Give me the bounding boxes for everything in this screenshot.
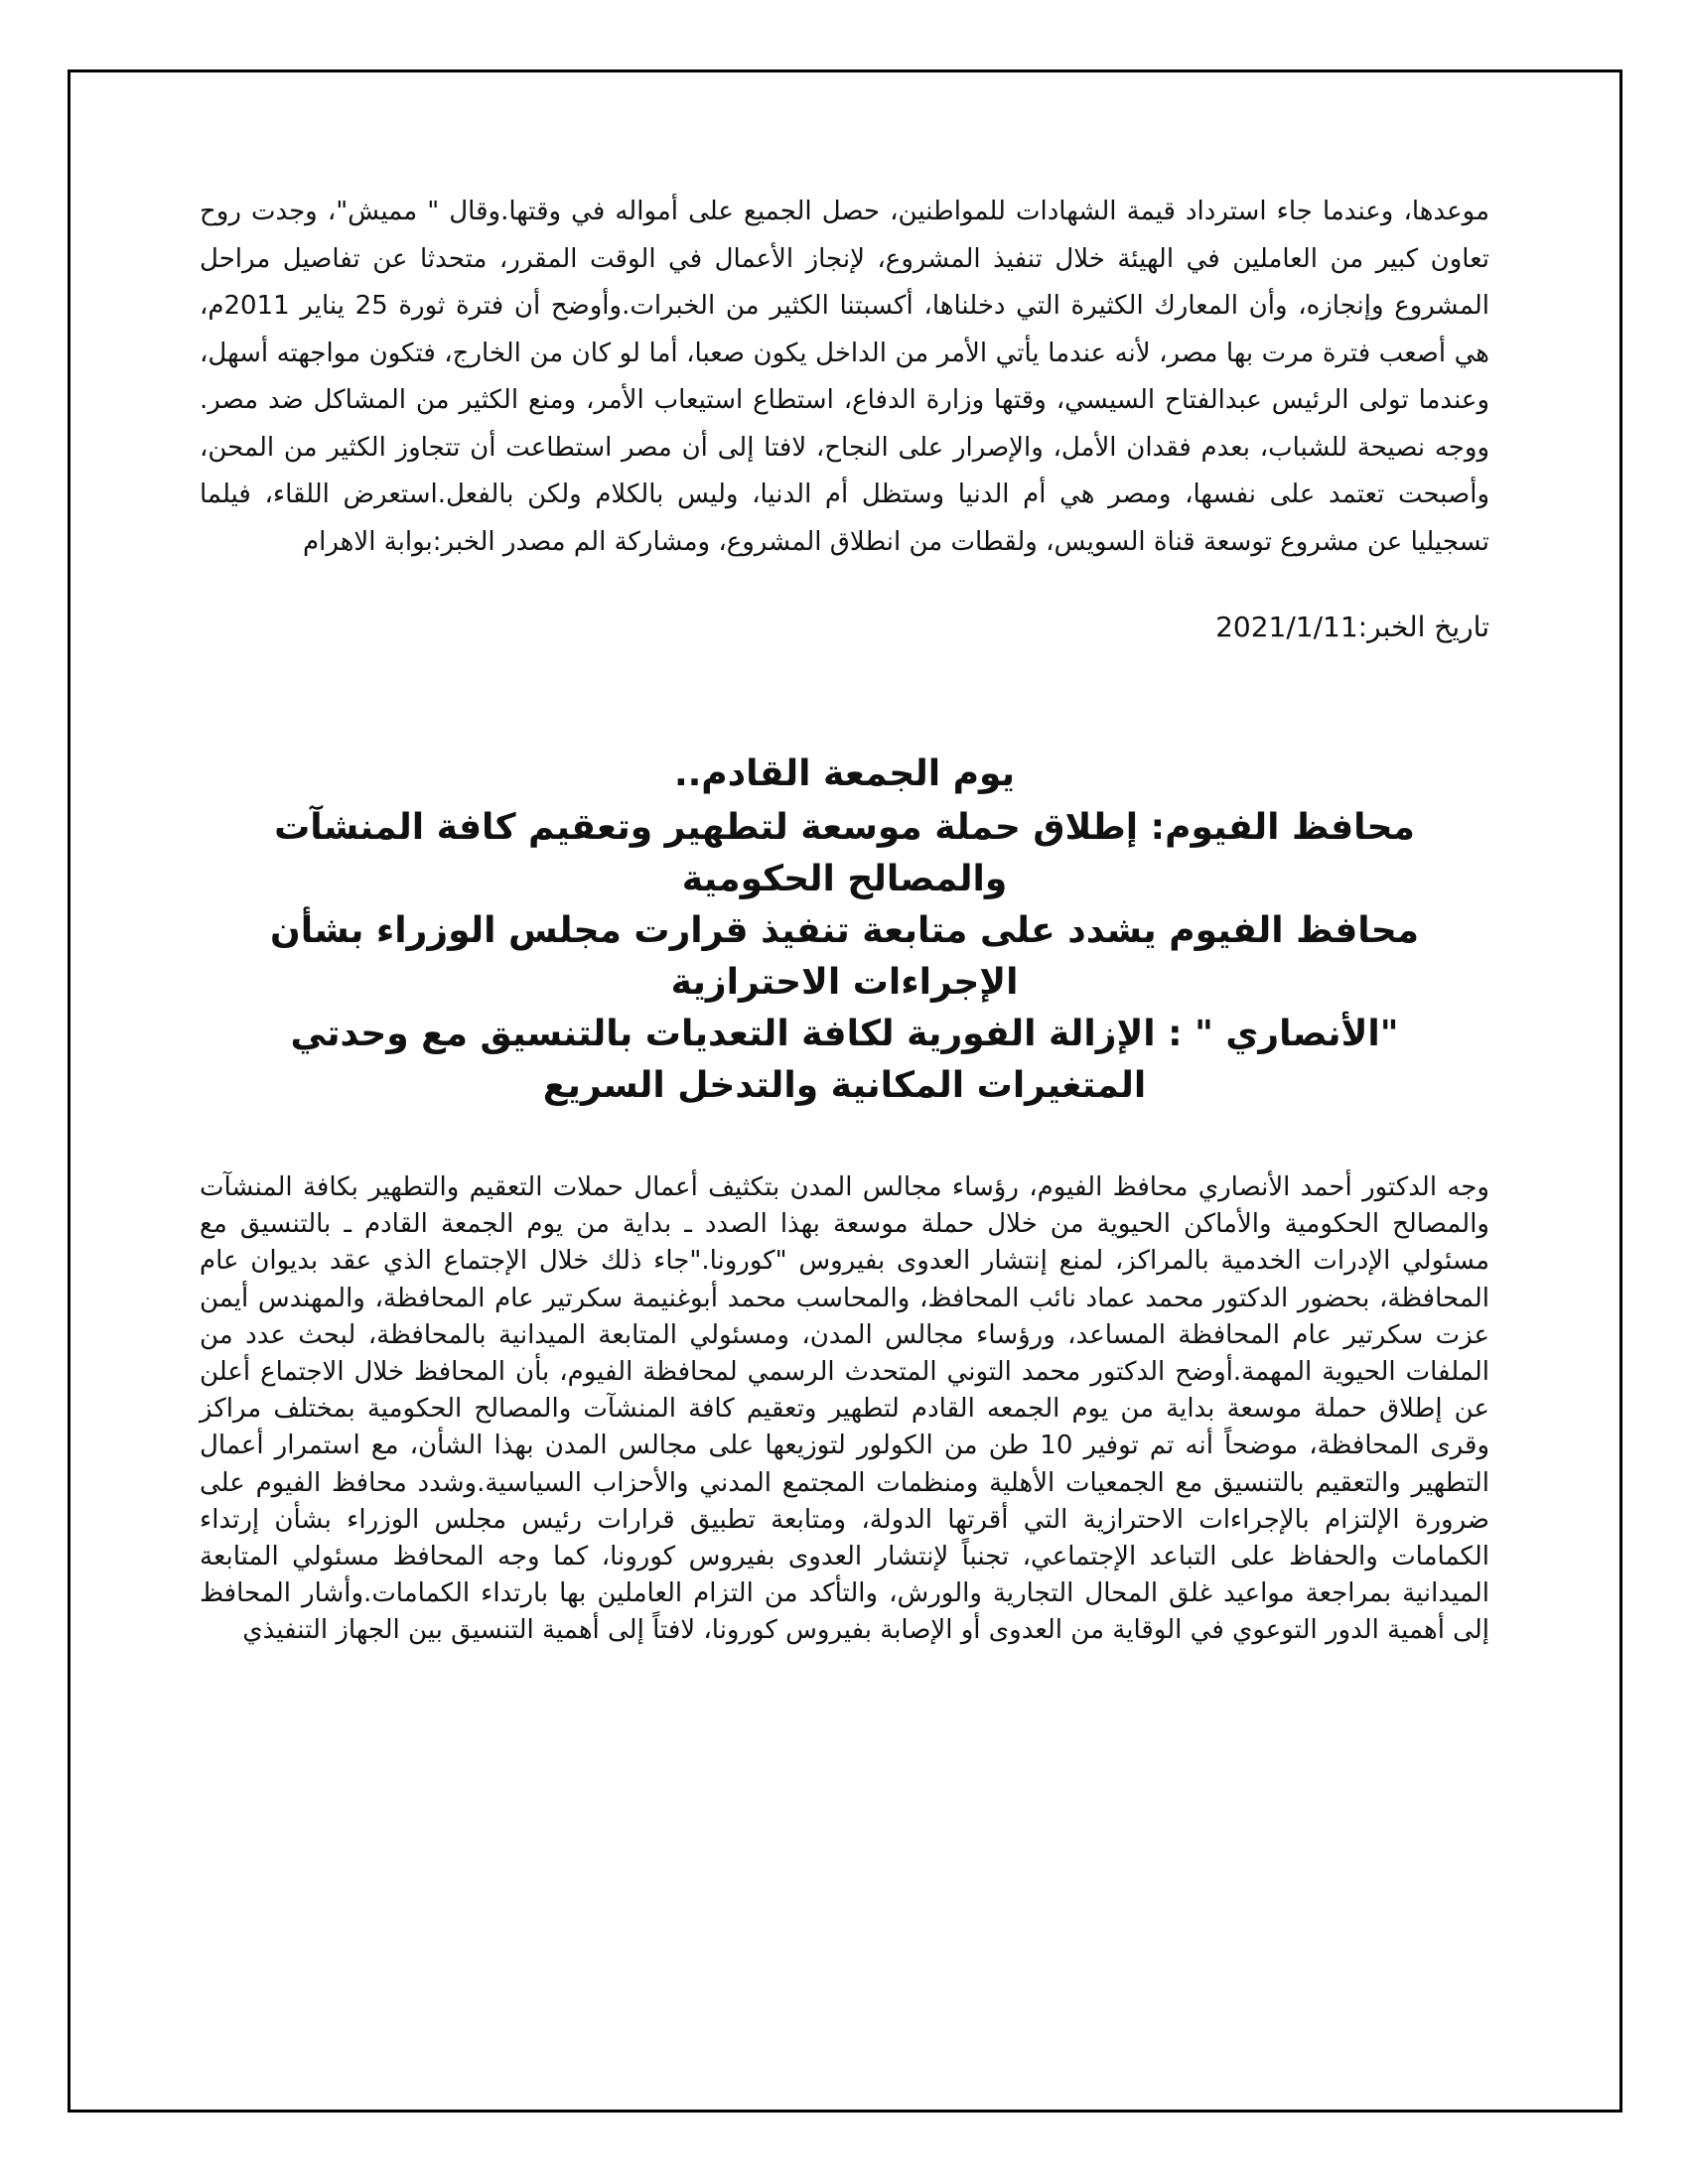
headline-kicker: يوم الجمعة القادم.. [673, 753, 1016, 794]
headline-tertiary: "الأنصاري " : الإزالة الفورية لكافة التعديات بالتنسيق مع وحدتي المتغيرات المكانية والتدخل السريع [290, 1014, 1399, 1106]
document-content [200, 189, 1489, 1650]
headline-main: محافظ الفيوم: إطلاق حملة موسعة لتطهير وتعقيم كافة المنشآت والمصالح الحكومية [274, 807, 1415, 899]
news-date-line: تاريخ الخبر:2021/1/11 [1215, 611, 1489, 643]
article-body-paragraph: وجه الدكتور أحمد الأنصاري محافظ الفيوم، رؤساء مجالس المدن بتكثيف أعمال حملات التعقيم والتطهير بكافة المنشآت والمصالح الحكومية والأماكن الحيوية من خلال حملة موسعة بهذا الصدد ـ بداية من يوم الجمعة القادم ـ بالتنسيق مع مسئولي الإدرات الخدمية بالمراكز، لمنع إنتشار العدوى بفيروس "كورونا."جاء ذلك خلال الإجتماع الذي عقد بديوان عام المحافظة، بحضور الدكتور محمد عماد نائب المحافظ، والمحاسب محمد أبوغنيمة سكرتير عام المحافظة، والمهندس أيمن عزت سكرتير عام المحافظة المساعد، ورؤساء مجالس المدن، ومسئولي المتابعة الميدانية بالمحافظة، لبحث عدد من الملفات الحيوية المهمة.أوضح الدكتور محمد التوني المتحدث الرسمي لمحافظة الفيوم، بأن المحافظ خلال الاجتماع أعلن عن إطلاق حملة موسعة بداية من يوم الجمعه القادم لتطهير وتعقيم كافة المنشآت والمصالح الحكومية بمختلف مراكز وقرى المحافظة، موضحاً أنه تم توفير 10 طن من الكولور لتوزيعها على مجالس المدن بهذا الشأن، مع استمرار أعمال التطهير والتعقيم بالتنسيق مع الجمعيات الأهلية ومنظمات المجتمع المدني والأحزاب السياسية.وشدد محافظ الفيوم على ضرورة الإلتزام بالإجراءات الاحترازية التي أقرتها الدولة، ومتابعة تطبيق قرارات رئيس مجلس الوزراء بشأن إرتداء الكمامات والحفاظ على التباعد الإجتماعي، تجنباً لإنتشار العدوى بفيروس كورونا، كما وجه المحافظ مسئولي المتابعة الميدانية بمراجعة مواعيد غلق المحال التجارية والورش، والتأكد من التزام العاملين بها بارتداء الكمامات.وأشار المحافظ إلى أهمية الدور التوعوي في الوقاية من العدوى أو الإصابة بفيروس كورونا، لافتاً إلى أهمية التنسيق بين الجهاز التنفيذي [200, 1172, 1490, 1646]
headline-secondary: محافظ الفيوم يشدد على متابعة تنفيذ قرارت مجلس الوزراء بشأن الإجراءات الاحترازية [269, 910, 1420, 1003]
article-continuation-paragraph: موعدها، وعندما جاء استرداد قيمة الشهادات للمواطنين، حصل الجميع على أمواله في وقتها.وقال " مميش"، وجدت روح تعاون كبير من العاملين في الهيئة خلال تنفيذ المشروع، لإنجاز الأعمال في الوقت المقرر، متحدثا عن تفاصيل مراحل المشروع وإنجازه، وأن المعارك الكثيرة التي دخلناها، أكسبتنا الكثير من الخبرات.وأوضح أن فترة ثورة 25 يناير 2011م، هي أصعب فترة مرت بها مصر، لأنه عندما يأتي الأمر من الداخل يكون صعبا، أما لو كان من الخارج، فتكون مواجهته أسهل، وعندما تولى الرئيس عبدالفتاح السيسي، وقتها وزارة الدفاع، استطاع استيعاب الأمر، ومنع الكثير من المشاكل ضد مصر. ووجه نصيحة للشباب، بعدم فقدان الأمل، والإصرار على النجاح، لافتا إلى أن مصر استطاعت أن تتجاوز الكثير من المحن، وأصبحت تعتمد على نفسها، ومصر هي أم الدنيا وستظل أم الدنيا، وليس بالكلام ولكن بالفعل.استعرض اللقاء، فيلما تسجيليا عن مشروع توسعة قناة السويس، ولقطات من انطلاق المشروع، ومشاركة الم مصدر الخبر:بوابة الاهرام [200, 197, 1489, 557]
headline-block [200, 747, 1489, 1112]
